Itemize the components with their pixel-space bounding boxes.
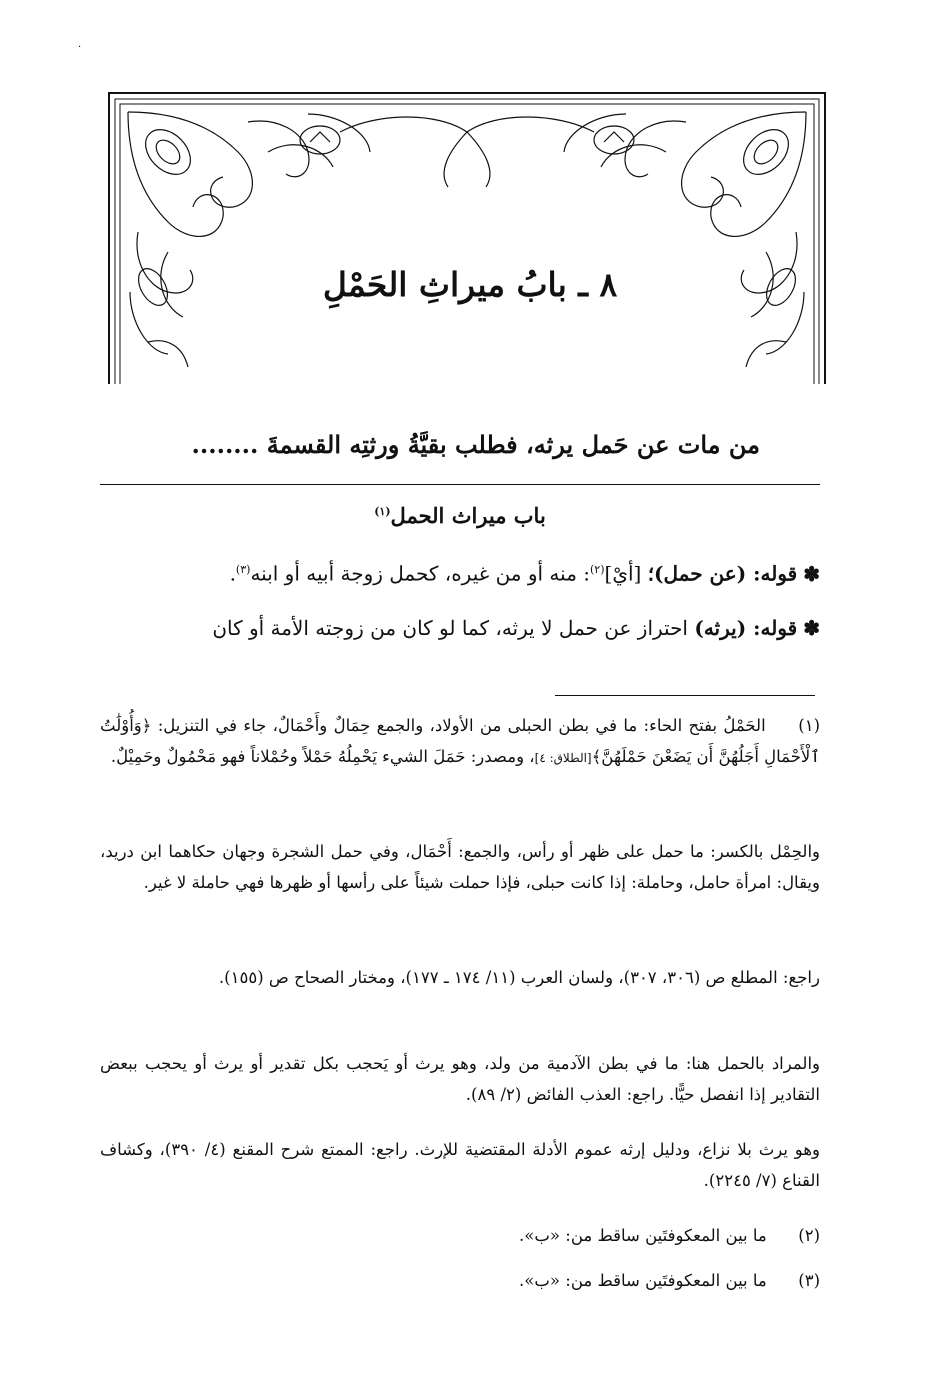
matn-text: من مات عن حَمل يرثه، فطلب بقيَّةُ ورثتِه القسمةَ [266, 430, 760, 459]
matn-divider [100, 484, 820, 485]
footnote-3 [100, 1265, 820, 1296]
footnote-number: (٣) [798, 1271, 820, 1290]
footnote-separator [555, 695, 815, 696]
commentary-paragraph-1 [100, 550, 820, 594]
quote-label: قوله: (يرثه) [694, 616, 798, 640]
ornamental-header-frame [108, 92, 826, 384]
bullet-star-icon: ✽ [803, 616, 820, 640]
para2-body: احتراز عن حمل لا يرثه، كما لو كان من زوجته الأمة أو كان [212, 616, 688, 640]
footnote-number: (٢) [798, 1226, 820, 1245]
chapter-title: ٨ ـ بابُ ميراثِ الحَمْلِ [322, 265, 618, 304]
top-center-ornament [300, 117, 634, 187]
bullet-star-icon: ✽ [803, 561, 820, 586]
section-title [100, 492, 820, 536]
para1-end: . [229, 561, 236, 586]
footnote-2-text: ما بين المعكوفتَين ساقط من: «ب». [519, 1226, 767, 1245]
footnote-1-p4: والمراد بالحمل هنا: ما في بطن الآدمية من ولد، وهو يرث أو يَحجب بكل تقدير أو يرث أو يحجب ببعض التقادير إذا انفصل حيًّا. راجع: العذب الفائض (٢/ ٨٩). [100, 1054, 820, 1104]
matn-dots: ........ [191, 430, 259, 459]
para1-body: : منه أو من غيره، كحمل زوجة أبيه أو ابنه [250, 561, 590, 586]
section-title-text: باب ميراث الحمل [390, 503, 546, 528]
footnote-1-p5: وهو يرث بلا نزاع، ودليل إرثه عموم الأدلة المقتضية للإرث. راجع: الممتع شرح المقنع (٤/ ٣٩٠)، وكشاف القناع (٧/ ٢٢٤٥). [100, 1140, 821, 1190]
footnote-ref-1: (١) [374, 505, 391, 518]
ornament-border [108, 92, 826, 384]
quran-citation: [الطلاق: ٤] [534, 751, 592, 765]
bracket-text: [أيْ] [604, 561, 642, 586]
quote-label: قوله: (عن حمل)؛ [647, 561, 798, 586]
footnote-ref-3: (٣) [235, 563, 251, 576]
footnote-3-text: ما بين المعكوفتَين ساقط من: «ب». [519, 1271, 767, 1290]
commentary-paragraph-2 [100, 608, 820, 648]
footnote-1-p1-end: ، ومصدر: حَمَلَ الشيء يَحْمِلُهُ حَمْلاً وحُمْلاناً فهو مَحْمُولٌ وحَمِيْلٌ. [110, 747, 535, 766]
matn-line [100, 425, 760, 465]
footnote-1-p3: راجع: المطلع ص (٣٠٦، ٣٠٧)، ولسان العرب (١١/ ١٧٤ ـ ١٧٧)، ومختار الصحاح ص (١٥٥). [218, 968, 820, 987]
footnote-number: (١) [798, 716, 820, 735]
footnote-1-p2: والحِمْل بالكسر: ما حمل على ظهر أو رأس، والجمع: أَحْمَال، وفي حمل الشجرة وجهان حكاهما ابن دريد، ويقال: امرأة حامل، وحاملة: إذا كانت حبلى، فإذا حملت شيئاً على رأسها أو ظهرها فهي حاملة لا غير. [100, 842, 820, 892]
footnote-2 [100, 1220, 820, 1251]
footnote-1-p1: الحَمْلُ بفتح الحاء: ما في بطن الحبلى من الأولاد، والجمع حِمَالٌ وأَحْمَالٌ، جاء في التنزيل: ﴿وَأُوْلَٰتُ ٱلْأَحْمَالِ أَجَلُهُنَّ أَن يَضَعْنَ حَمْلَهُنَّ﴾ [100, 716, 820, 766]
footnote-1 [100, 710, 820, 774]
page-speck: · [78, 42, 82, 53]
footnote-ref-2: (٢) [590, 563, 605, 576]
